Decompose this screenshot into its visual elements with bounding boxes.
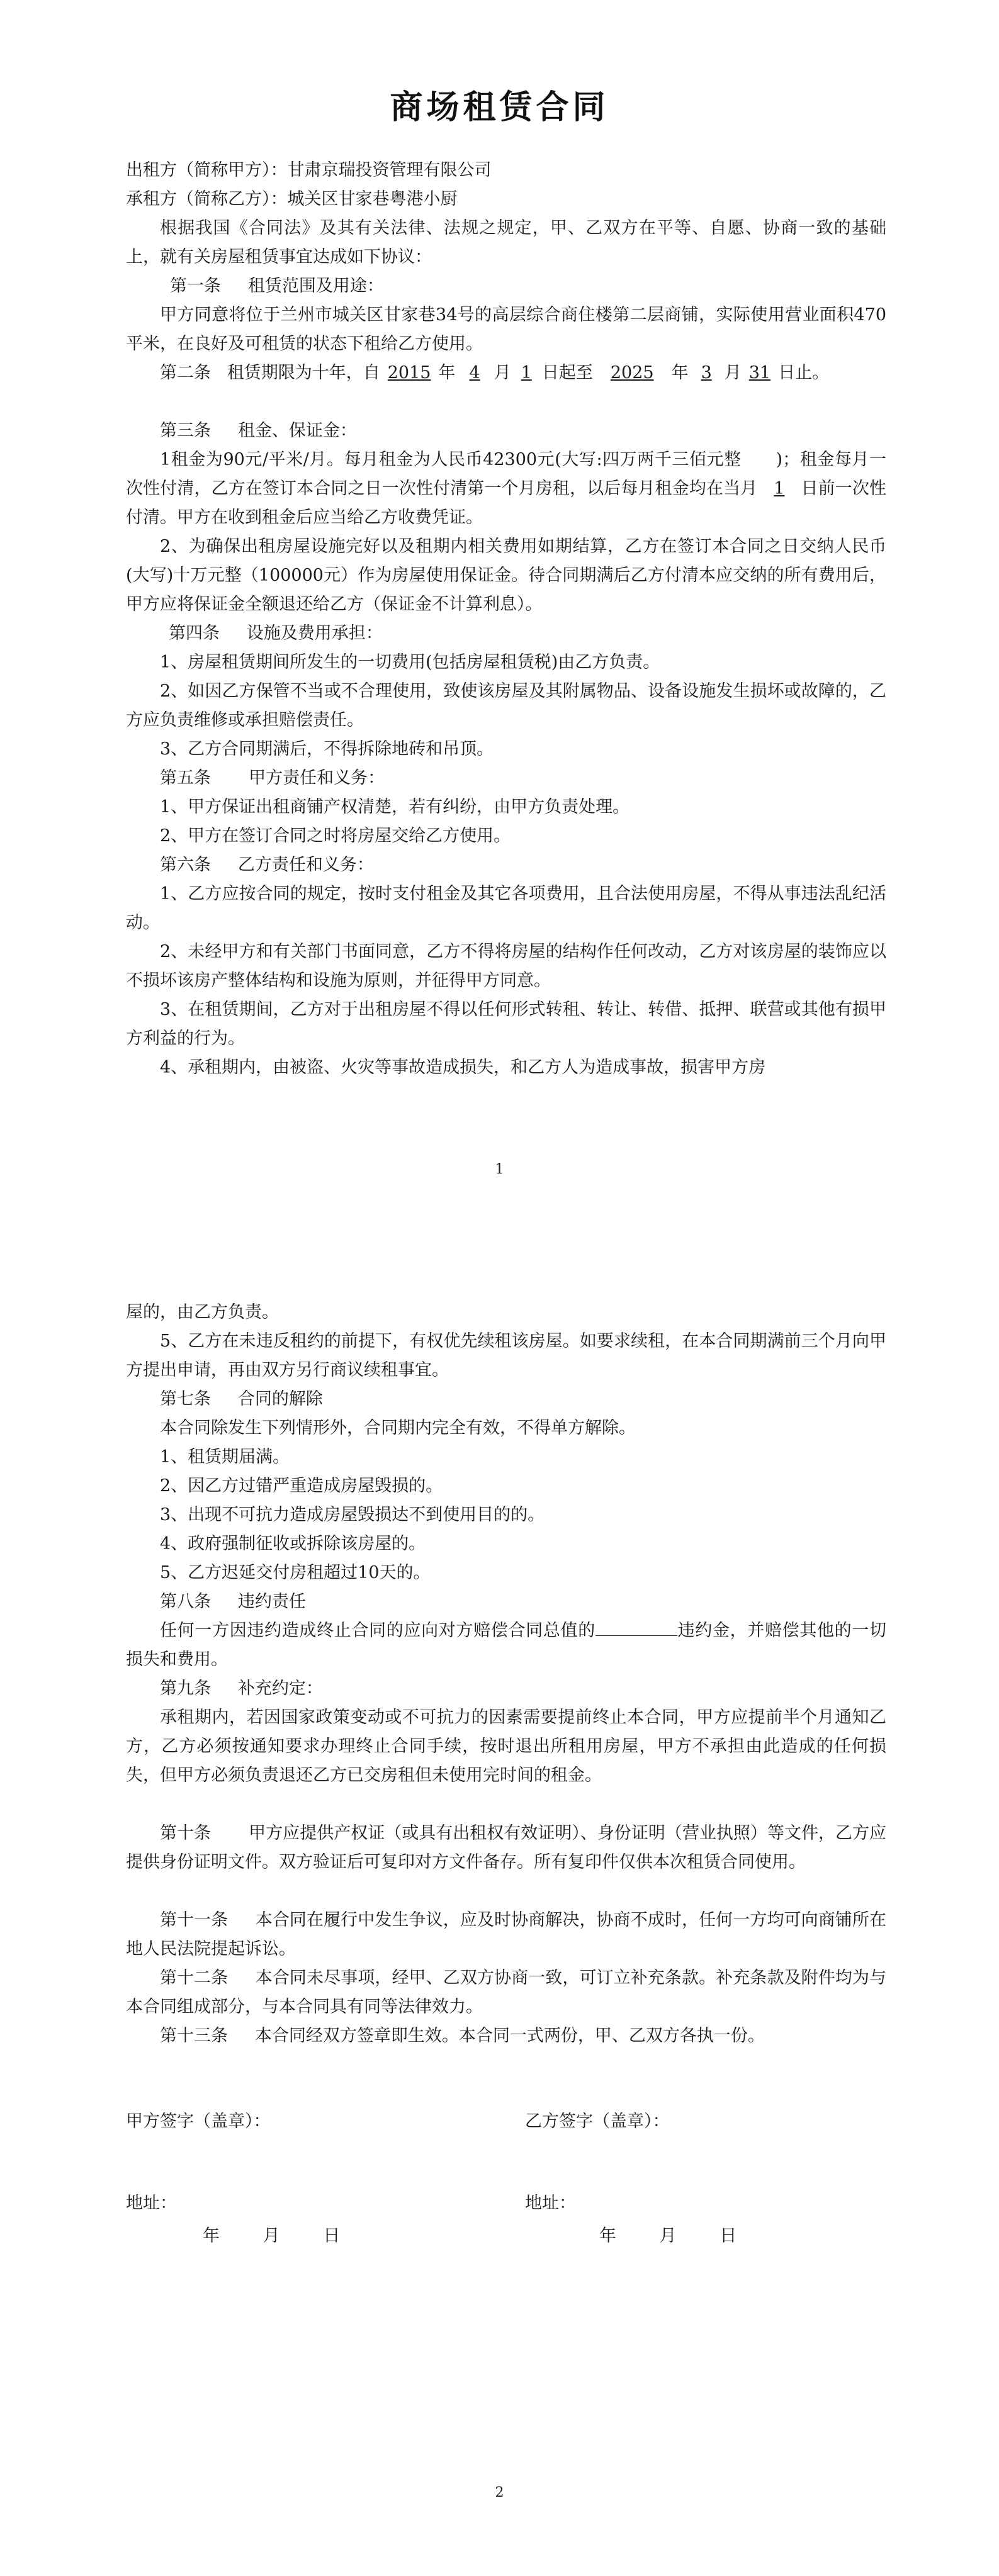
payment-day: 1: [774, 479, 785, 498]
article-1-heading: 第一条 租赁范围及用途：: [170, 276, 384, 296]
article-6-item-4-start: 4、承租期内，由被盗、火灾等事故造成损失，和乙方人为造成事故，损害甲方房: [160, 1058, 766, 1077]
article-8-heading: 第八条 违约责任: [160, 1592, 306, 1611]
document-title: 商场租赁合同: [390, 88, 609, 126]
party-a-signature-label: 甲方签字（盖章）：: [126, 2112, 271, 2131]
article-7-intro: 本合同除发生下列情形外，合同期内完全有效，不得单方解除。: [160, 1418, 636, 1438]
article-9-heading: 第九条 补充约定：: [160, 1679, 323, 1698]
lessor-line: 出租方（简称甲方）：甘肃京瑞投资管理有限公司: [126, 160, 492, 180]
page-number-1: 1: [495, 1162, 504, 1177]
article-11: 第十一条 本合同在履行中发生争议，应及时协商解决，协商不成时，任何一方均可向商铺所在地人民法院提起诉讼。: [126, 1910, 886, 1959]
end-day: 31: [748, 363, 771, 383]
article-6-item-4-end: 屋的，由乙方负责。: [126, 1302, 279, 1322]
article-7-item: 5、乙方迟延交付房租超过10天的。: [160, 1563, 431, 1582]
article-4-item-3: 3、乙方合同期满后，不得拆除地砖和吊顶。: [160, 739, 494, 759]
article-9-body: 承租期内，若因国家政策变动或不可抗力的因素需要提前终止本合同，甲方应提前半个月通知乙方，乙方必须按通知要求办理终止合同手续，按时退出所租用房屋，甲方不承担由此造成的任何损失，但甲方必须负责退还乙方已交房租但未使用完时间的租金。: [126, 1708, 886, 1785]
start-day: 1: [521, 363, 532, 383]
article-4-item-1: 1、房屋租赁期间所发生的一切费用(包括房屋租赁税)由乙方负责。: [160, 652, 660, 672]
article-7-item: 1、租赁期届满。: [160, 1447, 290, 1467]
article-6-item-5: 5、乙方在未违反租约的前提下，有权优先续租该房屋。如要求续租，在本合同期满前三个月向甲方提出申请，再由双方另行商议续租事宜。: [126, 1331, 886, 1380]
article-8-body: 任何一方因违约造成终止合同的应向对方赔偿合同总值的 违约金，并赔偿其他的一切损失和费用。: [126, 1616, 886, 1674]
article-6-item-2: 2、未经甲方和有关部门书面同意，乙方不得将房屋的结构作任何改动，乙方对该房屋的装饰应以不损坏该房产整体结构和设施为原则，并征得甲方同意。: [126, 942, 886, 990]
party-b-signature-label: 乙方签字（盖章）：: [525, 2112, 670, 2131]
article-10: 第十条 甲方应提供产权证（或具有出租权有效证明）、身份证明（营业执照）等文件，乙方应提供身份证明文件。双方验证后可复印对方文件备存。所有复印件仅供本次租赁合同使用。: [126, 1823, 886, 1872]
article-4-item-2: 2、如因乙方保管不当或不合理使用，致使该房屋及其附属物品、设备设施发生损坏或故障的，乙方应负责维修或承担赔偿责任。: [126, 681, 886, 730]
article-6-item-3: 3、在租赁期间，乙方对于出租房屋不得以任何形式转租、转让、转借、抵押、联营或其他有损甲方利益的行为。: [126, 1000, 886, 1048]
preamble: 根据我国《合同法》及其有关法律、法规之规定，甲、乙双方在平等、自愿、协商一致的基础上，就有关房屋租赁事宜达成如下协议：: [126, 218, 886, 267]
article-5-heading: 第五条 甲方责任和义务：: [160, 768, 385, 788]
article-4-heading: 第四条 设施及费用承担：: [169, 624, 383, 643]
page-2: [0, 1288, 999, 2576]
end-month: 3: [701, 363, 712, 383]
penalty-blank: [595, 1618, 677, 1636]
article-5-item-2: 2、甲方在签订合同之时将房屋交给乙方使用。: [160, 826, 511, 846]
page-number-2: 2: [495, 2485, 504, 2500]
article-6-heading: 第六条 乙方责任和义务：: [160, 855, 374, 875]
article-3-rent: 1租金为90元/平米/月。每月租金为人民币42300元(大写:四万两千三佰元整 )；租金每月一次性付清，乙方在签订本合同之日一次性付清第一个月房租，以后每月租金均在当月 1 日前一次性付清。甲方在收到租金后应当给乙方收费凭证。: [126, 450, 887, 527]
lessee-line: 承租方（简称乙方）：城关区甘家巷粤港小厨: [126, 189, 458, 209]
article-3-deposit: 2、为确保出租房屋设施完好以及租期内相关费用如期结算，乙方在签订本合同之日交纳人民币(大写)十万元整（100000元）作为房屋使用保证金。待合同期满后乙方付清本应交纳的所有费用后，甲方应将保证金全额退还给乙方（保证金不计算利息）。: [126, 537, 886, 614]
party-b-address-label: 地址：: [525, 2193, 576, 2213]
article-2-term: 第二条 租赁期限为十年，自 2015 年 4 月 1 日起至 2025 年 3 月 31 日止。: [160, 363, 830, 383]
article-5-item-1: 1、甲方保证出租商铺产权清楚，若有纠纷，由甲方负责处理。: [160, 797, 630, 817]
article-13: 第十三条 本合同经双方签章即生效。本合同一式两份，甲、乙双方各执一份。: [160, 2026, 765, 2046]
start-year: 2015: [387, 363, 431, 383]
start-month: 4: [469, 363, 480, 383]
article-1-body: 甲方同意将位于兰州市城关区甘家巷34号的高层综合商住楼第二层商铺，实际使用营业面积470平米，在良好及可租赁的状态下租给乙方使用。: [126, 305, 886, 354]
party-b-date: 年 月 日: [599, 2226, 737, 2246]
article-7-item: 4、政府强制征收或拆除该房屋的。: [160, 1534, 426, 1554]
end-year: 2025: [610, 363, 654, 383]
article-7-item: 2、因乙方过错严重造成房屋毁损的。: [160, 1476, 443, 1496]
article-12: 第十二条 本合同未尽事项，经甲、乙双方协商一致，可订立补充条款。补充条款及附件均为与本合同组成部分，与本合同具有同等法律效力。: [126, 1968, 886, 2017]
party-a-address-label: 地址：: [126, 2193, 177, 2213]
article-3-heading: 第三条 租金、保证金：: [160, 421, 357, 440]
article-6-item-1: 1、乙方应按合同的规定，按时支付租金及其它各项费用，且合法使用房屋，不得从事违法乱纪活动。: [126, 884, 886, 932]
article-7-heading: 第七条 合同的解除: [160, 1389, 323, 1409]
party-a-date: 年 月 日: [203, 2226, 341, 2246]
article-7-item: 3、出现不可抗力造成房屋毁损达不到使用目的的。: [160, 1505, 545, 1525]
